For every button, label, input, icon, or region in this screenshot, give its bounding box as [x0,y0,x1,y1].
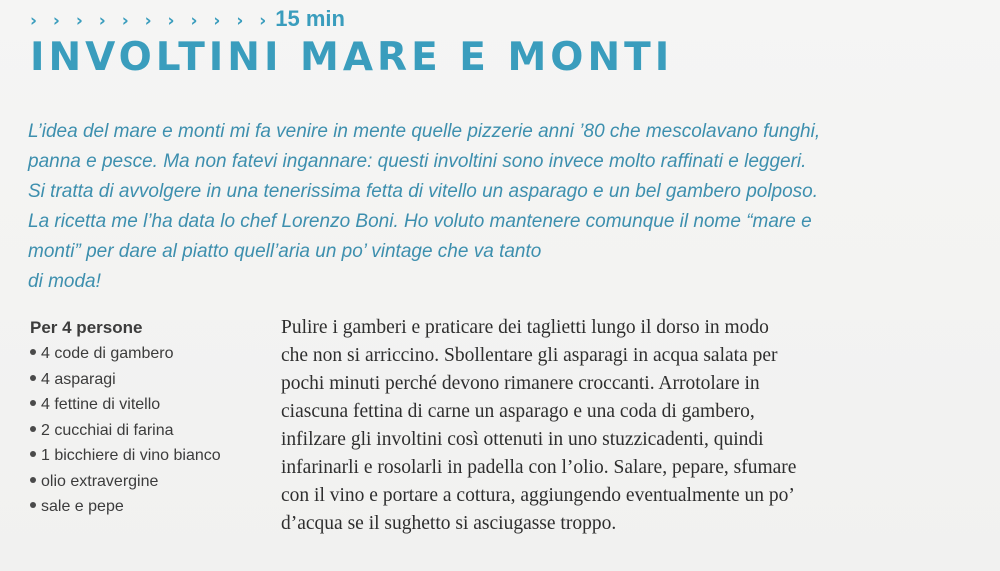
method-line: con il vino e portare a cottura, aggiungendo eventualmente un po’ [281,485,795,506]
bullet-icon [30,400,36,406]
prep-time-value: 15 min [275,6,345,31]
ingredient-label: 4 fettine di vitello [41,396,161,413]
intro-line: panna e pesce. Ma non fatevi ingannare: questi involtini sono invece molto raffinati e leggeri. [28,151,807,172]
method-line: Pulire i gamberi e praticare dei taglietti lungo il dorso in modo [281,317,769,338]
method-line: d’acqua se il sughetto si asciugasse troppo. [281,513,617,534]
ingredient-item [30,469,270,495]
bullet-icon [30,349,36,355]
bullet-icon [30,451,36,457]
ingredients-list [30,341,270,520]
ingredient-label: sale e pepe [41,498,124,515]
ingredient-item [30,367,270,393]
intro-line: di moda! [28,271,101,292]
chevron-decoration: › › › › › › › › › › › [30,11,272,31]
method-line: che non si arriccino. Sbollentare gli asparagi in acqua salata per [281,345,778,366]
recipe-title: INVOLTINI MARE E MONTI [30,35,674,80]
intro-line: La ricetta me l’ha data lo chef Lorenzo Boni. Ho voluto mantenere comunque il nome “mare e [28,211,812,232]
bullet-icon [30,375,36,381]
ingredients-section [30,315,270,520]
method-line: ciascuna fettina di carne un asparago e una coda di gambero, [281,401,755,422]
ingredient-label: 4 code di gambero [41,345,174,362]
ingredient-label: 1 bicchiere di vino bianco [41,447,221,464]
recipe-intro [28,117,898,297]
prep-time [30,6,345,32]
ingredient-item [30,341,270,367]
ingredient-item [30,418,270,444]
ingredient-label: olio extravergine [41,472,159,490]
ingredient-label: 2 cucchiai di farina [41,421,174,439]
bullet-icon [30,502,36,508]
servings-heading: Per 4 persone [30,318,143,337]
ingredient-item [30,494,270,520]
ingredient-item [30,392,270,418]
intro-line: Si tratta di avvolgere in una tenerissima fetta di vitello un asparago e un bel gambero polposo. [28,181,819,202]
bullet-icon [30,477,36,483]
intro-line: monti” per dare al piatto quell’aria un po’ vintage che va tanto [28,241,542,262]
intro-line: L’idea del mare e monti mi fa venire in mente quelle pizzerie anni ’80 che mescolavano funghi, [28,121,821,142]
method-line: infarinarli e rosolarli in padella con l’olio. Salare, pepare, sfumare [281,457,797,478]
bullet-icon [30,426,36,432]
recipe-method [281,314,921,538]
method-line: pochi minuti perché devono rimanere croccanti. Arrotolare in [281,373,760,394]
ingredient-label: 4 asparagi [41,370,116,388]
ingredient-item [30,443,270,469]
method-line: infilzare gli involtini così ottenuti in uno stuzzicadenti, quindi [281,429,764,450]
